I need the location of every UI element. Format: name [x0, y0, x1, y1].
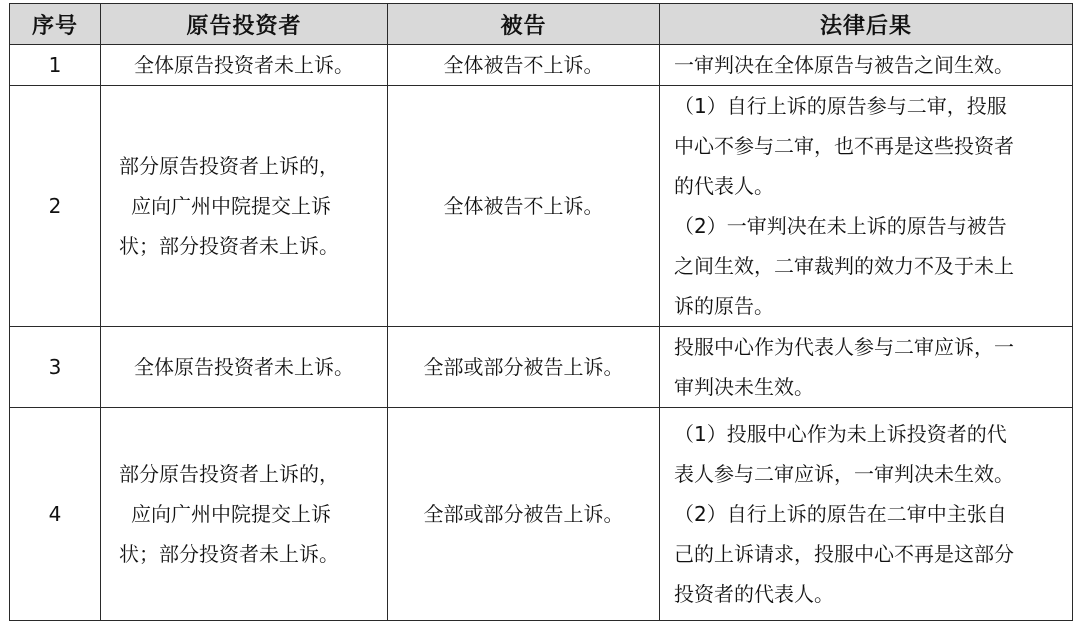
result-cell [660, 86, 1073, 327]
plaintiff-line: 应向广州中院提交上诉 [131, 502, 331, 526]
result-line: （2）一审判决在未上诉的原告与被告 [674, 214, 1007, 238]
defendant-cell: 全体被告不上诉。 [388, 45, 660, 86]
result-line: 中心不参与二审，也不再是这些投资者 [674, 134, 1014, 158]
header-plaintiff: 原告投资者 [101, 4, 388, 45]
table-row [10, 327, 1073, 408]
plaintiff-line: 全体原告投资者未上诉。 [134, 53, 354, 77]
row-index: 4 [10, 408, 101, 621]
plaintiff-line: 状；部分投资者未上诉。 [119, 234, 339, 258]
table-row [10, 408, 1073, 621]
plaintiff-cell [101, 45, 388, 86]
result-cell [660, 45, 1073, 86]
result-line: 表人参与二审应诉，一审判决未生效。 [674, 462, 1014, 486]
result-line: （1）自行上诉的原告参与二审，投服 [674, 94, 1007, 118]
plaintiff-cell [101, 86, 388, 327]
plaintiff-line: 部分原告投资者上诉的， [119, 154, 339, 178]
defendant-cell: 全部或部分被告上诉。 [388, 408, 660, 621]
plaintiff-cell [101, 327, 388, 408]
row-index: 1 [10, 45, 101, 86]
row-index: 2 [10, 86, 101, 327]
result-line: 投服中心作为代表人参与二审应诉，一 [674, 335, 1014, 359]
result-line: （1）投服中心作为未上诉投资者的代 [674, 422, 1007, 446]
result-line: 诉的原告。 [674, 294, 774, 318]
header-row [10, 4, 1073, 45]
result-line: 己的上诉请求，投服中心不再是这部分 [674, 542, 1014, 566]
result-line: 一审判决在全体原告与被告之间生效。 [674, 53, 1014, 77]
row-index: 3 [10, 327, 101, 408]
plaintiff-line: 部分原告投资者上诉的， [119, 462, 339, 486]
table-header [10, 4, 1073, 45]
legal-consequences-table [9, 3, 1073, 621]
defendant-cell: 全部或部分被告上诉。 [388, 327, 660, 408]
defendant-cell: 全体被告不上诉。 [388, 86, 660, 327]
plaintiff-line: 应向广州中院提交上诉 [131, 194, 331, 218]
table-row [10, 86, 1073, 327]
header-result: 法律后果 [660, 4, 1073, 45]
table-row [10, 45, 1073, 86]
result-cell [660, 408, 1073, 621]
plaintiff-line: 状；部分投资者未上诉。 [119, 542, 339, 566]
result-cell [660, 327, 1073, 408]
result-line: 审判决未生效。 [674, 375, 814, 399]
result-line: 之间生效，二审裁判的效力不及于未上 [674, 254, 1014, 278]
table-body [10, 45, 1073, 621]
result-line: 的代表人。 [674, 174, 774, 198]
plaintiff-line: 全体原告投资者未上诉。 [134, 355, 354, 379]
header-defendant: 被告 [388, 4, 660, 45]
result-line: （2）自行上诉的原告在二审中主张自 [674, 502, 1007, 526]
header-index: 序号 [10, 4, 101, 45]
result-line: 投资者的代表人。 [674, 582, 834, 606]
plaintiff-cell [101, 408, 388, 621]
